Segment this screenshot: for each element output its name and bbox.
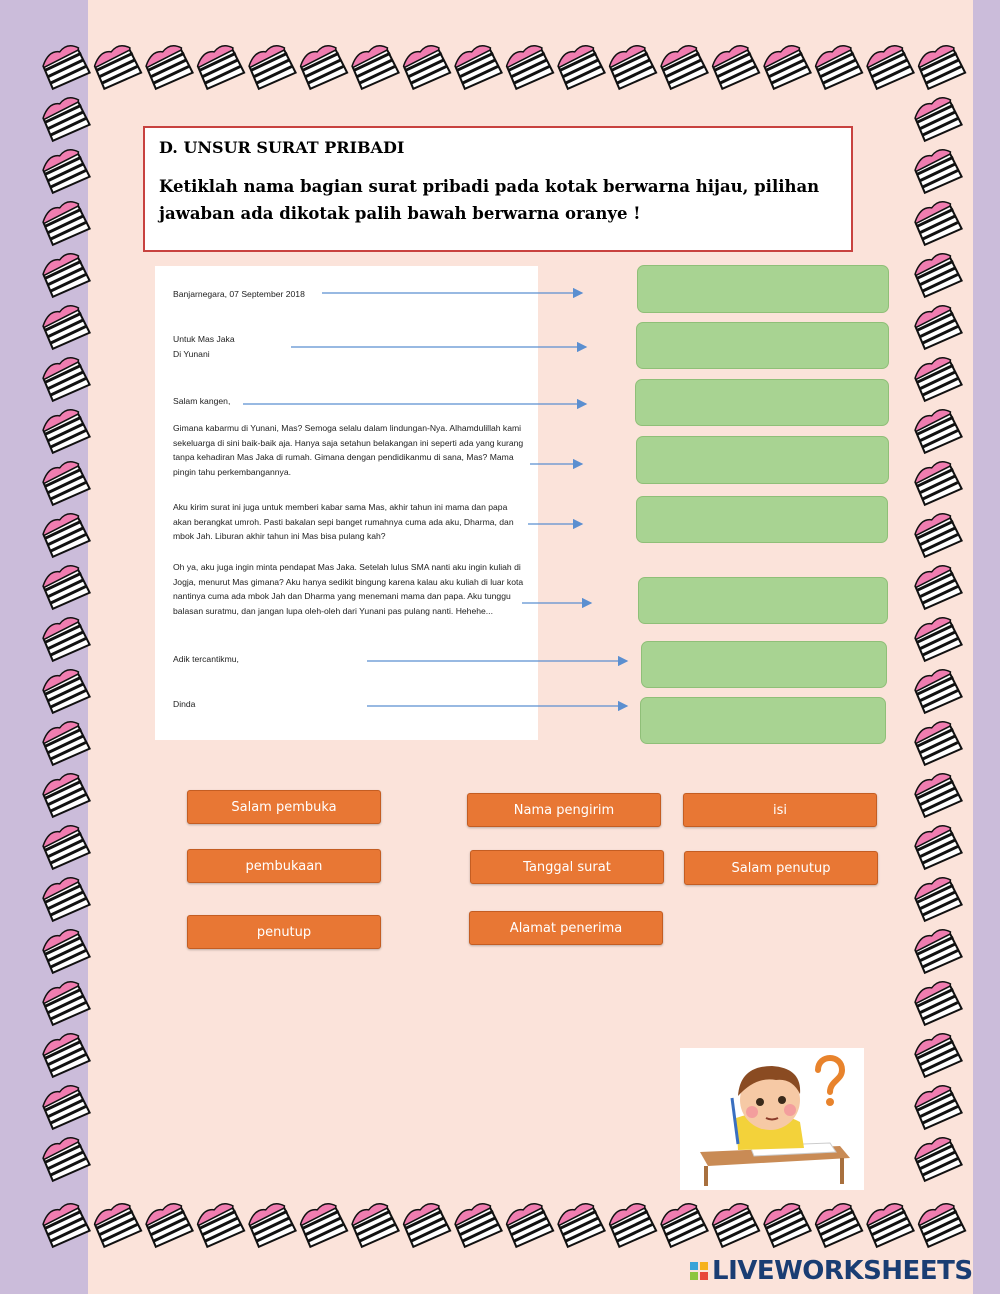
cake-slice-icon (40, 458, 91, 505)
cake-slice-icon (40, 1082, 91, 1129)
cake-slice-icon (40, 510, 91, 557)
cake-slice-icon (40, 94, 91, 141)
answer-field-6[interactable] (638, 577, 888, 624)
cake-slice-icon (40, 926, 91, 973)
letter-recipient-address: Di Yunani (173, 349, 210, 359)
cake-slice-icon (40, 250, 91, 297)
letter-recipient-name: Untuk Mas Jaka (173, 334, 235, 344)
option-pembukaan[interactable]: pembukaan (187, 849, 381, 883)
letter-paragraph-2: Aku kirim surat ini juga untuk memberi kabar sama Mas, akhir tahun ini mama dan papa akan berangkat umroh. Pasti bakalan sepi banget rumahnya cuma ada aku, Dharma, dan mbok Jah. Liburan akhir tahun ini Mas bisa pulang kah? (173, 502, 514, 541)
cake-slice-icon (40, 718, 91, 765)
instruction-text: Ketiklah nama bagian surat pribadi pada kotak berwarna hijau, pilihan jawaban ada dikotak palih bawah berwarna oranye ! (159, 177, 820, 223)
letter-image (155, 266, 538, 740)
option-salam-pembuka[interactable]: Salam pembuka (187, 790, 381, 824)
answer-field-4[interactable] (636, 436, 889, 484)
answer-field-2[interactable] (636, 322, 889, 369)
cake-slice-icon (40, 302, 91, 349)
answer-field-5[interactable] (636, 496, 888, 543)
cake-slice-icon (40, 1134, 91, 1181)
answer-field-3[interactable] (635, 379, 889, 426)
cake-slice-icon (40, 406, 91, 453)
answer-field-1[interactable] (637, 265, 889, 313)
cake-slice-icon (40, 666, 91, 713)
cake-slice-icon (40, 874, 91, 921)
thinking-boy-icon (680, 1048, 864, 1190)
cake-slice-icon (40, 978, 91, 1025)
logo-text: LIVEWORKSHEETS (712, 1256, 973, 1286)
cake-slice-icon (40, 822, 91, 869)
cake-slice-icon (40, 146, 91, 193)
cake-slice-icon (40, 562, 91, 609)
letter-closing: Adik tercantikmu, (173, 654, 239, 664)
letter-paragraph-3: Oh ya, aku juga ingin minta pendapat Mas Jaka. Setelah lulus SMA nanti aku ingin kuliah di Jogja, menurut Mas gimana? Aku hanya sedikit bingung karena kalau aku kuliah di luar kota nantinya cuma ada mbok Jah dan Dharma yang menemani mama dan papa. Aku tunggu balasan suratmu, dan jangan lupa oleh-oleh dari Yunani pas pulang nanti. Hehehe... (173, 562, 524, 616)
cake-slice-icon (40, 354, 91, 401)
option-penutup[interactable]: penutup (187, 915, 381, 949)
instruction-box (143, 126, 853, 252)
cake-slice-icon (40, 42, 91, 89)
option-salam-penutup[interactable]: Salam penutup (684, 851, 878, 885)
letter-paragraph-1: Gimana kabarmu di Yunani, Mas? Semoga selalu dalam lindungan-Nya. Alhamdulillah kami sekeluarga di sini baik-baik aja. Hanya saja setahun belakangan ini seperti ada yang kurang tanpa kehadiran Mas Jaka di rumah. Gimana dengan pendidikanmu di sana, Mas? Mama pingin tahu perkembangannya. (173, 423, 524, 477)
answer-field-7[interactable] (641, 641, 887, 688)
option-isi[interactable]: isi (683, 793, 877, 827)
section-title: D. UNSUR SURAT PRIBADI (159, 138, 405, 157)
option-nama-pengirim[interactable]: Nama pengirim (467, 793, 661, 827)
option-tanggal-surat[interactable]: Tanggal surat (470, 850, 664, 884)
cake-slice-icon (40, 614, 91, 661)
cake-slice-icon (40, 770, 91, 817)
answer-field-8[interactable] (640, 697, 886, 744)
letter-date: Banjarnegara, 07 September 2018 (173, 289, 305, 299)
cake-slice-icon (40, 1030, 91, 1077)
letter-greeting: Salam kangen, (173, 396, 231, 406)
letter-sender: Dinda (173, 699, 196, 709)
option-alamat-penerima[interactable]: Alamat penerima (469, 911, 663, 945)
cake-slice-icon (40, 198, 91, 245)
liveworksheets-logo-icon (690, 1262, 708, 1280)
liveworksheets-logo (690, 1256, 973, 1286)
cake-slice-icon (40, 1200, 91, 1247)
